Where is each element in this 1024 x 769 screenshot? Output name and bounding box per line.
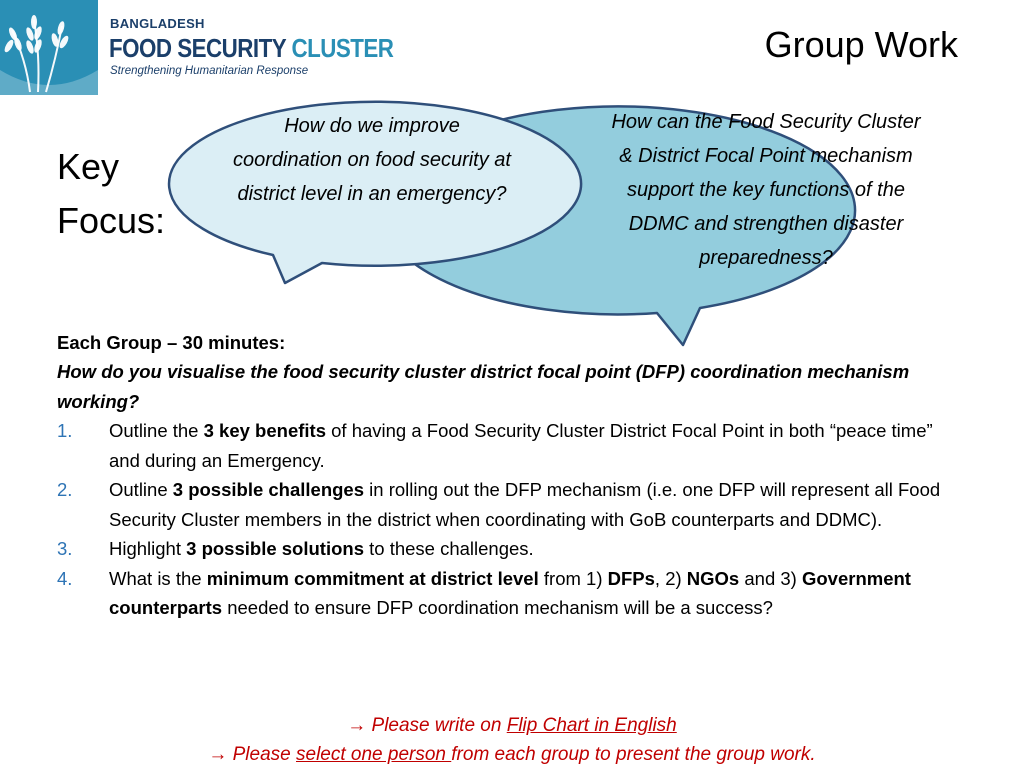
slide-title: Group Work xyxy=(764,24,958,65)
key-focus-line2: Focus: xyxy=(57,200,166,241)
task-item-number: 4. xyxy=(57,567,73,589)
task-text: needed to ensure DFP coordination mechanism will be a success? xyxy=(222,597,773,618)
task-text: Outline xyxy=(109,479,173,500)
speech-bubble-1-text: How do we improve coordination on food security at district level in an emergency? xyxy=(233,115,511,205)
task-text: Highlight xyxy=(109,538,187,559)
task-emphasis: 3 key benefits xyxy=(203,420,326,441)
task-text: of having a Food Security Cluster District Focal Point in both “peace time” and during an Emergency. xyxy=(109,420,933,471)
task-item-4 xyxy=(57,564,967,623)
task-emphasis: Government counterparts xyxy=(109,567,911,618)
task-emphasis: NGOs xyxy=(686,567,740,589)
task-emphasis: 3 possible solutions xyxy=(186,538,364,559)
task-text: , 2) xyxy=(654,567,687,589)
footer-emphasis: select one person xyxy=(296,744,452,765)
task-item-number: 3. xyxy=(57,538,73,559)
task-item-1 xyxy=(57,416,967,475)
task-text: from 1) xyxy=(538,567,608,589)
footer-instruction-2 xyxy=(0,740,1024,769)
footer-text: Please xyxy=(227,744,296,765)
key-focus-line1: Key xyxy=(57,146,120,187)
task-text: in rolling out the DFP mechanism (i.e. one DFP will represent all Food Security Cluster members in the district when coordinating with GoB counterparts and DDMC). xyxy=(109,479,941,530)
footer-instruction-1 xyxy=(0,711,1024,740)
task-emphasis: DFPs xyxy=(607,567,655,589)
logo-tagline: Strengthening Humanitarian Response xyxy=(110,65,309,77)
speech-bubble-2-text: How can the Food Security Cluster & District Focal Point mechanism support the key functions of the DDMC and strengthen disaster preparedness? xyxy=(611,111,921,269)
footer-text: Please write on xyxy=(366,715,507,736)
task-emphasis: 3 possible challenges xyxy=(172,479,365,500)
task-item-number: 1. xyxy=(57,420,73,441)
task-text: Outline the xyxy=(109,420,204,441)
task-emphasis: minimum commitment at district level xyxy=(206,567,539,589)
logo-name-part1: FOOD SECURITY xyxy=(109,33,286,63)
arrow-right-icon: → xyxy=(208,744,228,765)
task-item-3 xyxy=(57,534,967,564)
logo-country: BANGLADESH xyxy=(110,16,205,31)
task-text: What is the xyxy=(109,567,207,589)
task-text: to these challenges. xyxy=(363,538,534,559)
task-question: How do you visualise the food security cluster district focal point (DFP) coordination mechanism working? xyxy=(57,361,910,412)
task-heading: Each Group – 30 minutes: xyxy=(57,332,286,353)
logo-name-part2: CLUSTER xyxy=(291,33,394,63)
footer-emphasis: Flip Chart in English xyxy=(506,715,677,736)
task-item-number: 2. xyxy=(57,479,73,500)
footer-text: from each group to present the group work. xyxy=(451,744,816,765)
task-text: and 3) xyxy=(739,567,802,589)
task-list xyxy=(57,416,967,623)
task-item-2 xyxy=(57,475,967,534)
arrow-right-icon: → xyxy=(347,715,367,736)
